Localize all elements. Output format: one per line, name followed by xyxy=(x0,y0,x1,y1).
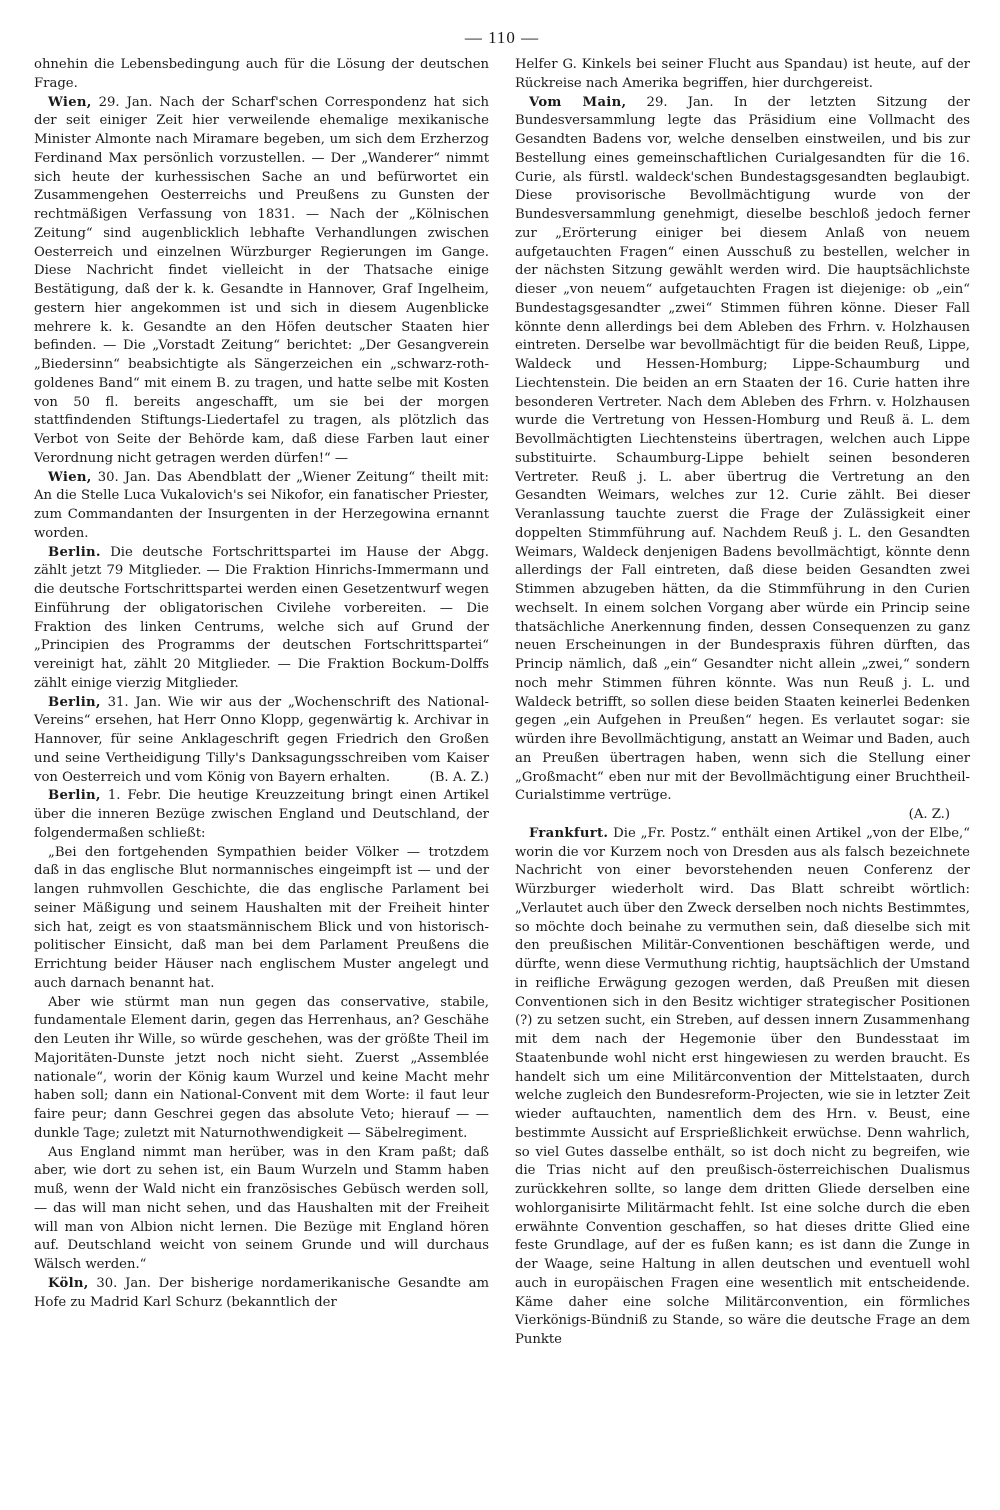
article-paragraph xyxy=(34,94,489,469)
right-column xyxy=(515,56,970,1350)
article-paragraph xyxy=(515,825,970,1350)
paragraph-text: 29. Jan. Nach der Scharf'schen Correspondenz hat sich der seit einiger Zeit hier verweilende ehemalige mexikanische Minister Almonte nach Miramare begeben, um sich dem Erzherzog Ferdinand Max persönlich vorzustellen. — Der „Wanderer“ nimmt sich heute der kurhessischen Sache an und befürwortet ein Zusammengehen Oesterreichs und Preußens zu Gunsten der rechtmäßigen Verfassung von 1831. — Nach der „Kölnischen Zeitung“ sind augenblicklich lebhafte Verhandlungen zwischen Oesterreich und einzelnen Würzburger Regierungen im Gange. Diese Nachricht findet vielleicht in der Thatsache einige Bestätigung, daß der k. k. Gesandte in Hannover, Graf Ingelheim, gestern hier angekommen ist und sich in diesem Augenblicke mehrere k. k. Gesandte an den Höfen deutscher Staaten hier befinden. — Die „Vorstadt Zeitung“ berichtet: „Der Gesangverein „Biedersinn“ beabsichtigte als Sängerzeichen ein „schwarz-roth-goldenes Band“ mit einem B. zu tragen, und hatte selbe mit Kosten von 50 fl. bereits angeschafft, um sie bei der morgen stattfindenden Stiftungs-Liedertafel zu tragen, als plötzlich das Verbot von Seite der Behörde kam, daß diese Farben laut einer Verordnung nicht getragen werden dürfen!“ — xyxy=(34,94,489,466)
article-paragraph xyxy=(34,56,489,94)
paragraph-text: 30. Jan. Der bisherige nordamerikanische Gesandte am Hofe zu Madrid Karl Schurz (bekanntlich der xyxy=(34,1275,489,1310)
paragraph-text: 30. Jan. Das Abendblatt der „Wiener Zeitung“ theilt mit: An die Stelle Luca Vukalovich's sei Nikofor, ein fanatischer Priester, zum Commandanten der Insurgenten in der Herzegowina ernannt worden. xyxy=(34,469,489,541)
paragraph-text: „Bei den fortgehenden Sympathien beider Völker — trotzdem daß in das englische Blut normannisches eingeimpft ist — und der langen ruhmvollen Geschichte, die das englische Parlament bei seiner Mäßigung und seinem Haushalten mit der Freiheit hinter sich hat, zeigt es von staatsmännischem Blick und von historisch-politischer Einsicht, daß man bei dem Parlament Preußens die Errichtung beider Häuser nach englischem Muster angelegt und auch darnach benannt hat. xyxy=(34,844,489,991)
article-paragraph xyxy=(515,806,970,825)
article-paragraph xyxy=(515,56,970,94)
article-paragraph xyxy=(34,787,489,843)
paragraph-text: 29. Jan. In der letzten Sitzung der Bundesversammlung legte das Präsidium eine Vollmacht des Gesandten Badens vor, welche denselben einstweilen, und bis zur Bestellung eines gemeinschaftlichen Curialgesandten für die 16. Curie, als fürstl. waldeck'schen Bundestagsgesandten beglaubigt. Diese provisorische Bevollmächtigung wurde von der Bundesversammlung genehmigt, dieselbe beschloß jedoch ferner zur „Erörterung einiger bei diesem Anlaß von neuem aufgetauchten Fragen“ einen Ausschuß zu bestellen, welcher in der nächsten Sitzung gewählt werden wird. Die hauptsächlichste dieser „von neuem“ aufgetauchten Fragen ist diejenige: ob „ein“ Bundestagsgesandter „zwei“ Stimmen führen könne. Dieser Fall könnte denn allerdings bei dem Ableben des Frhrn. v. Holzhausen eintreten. Derselbe war bevollmächtigt für die beiden Reuß, Lippe, Waldeck und Hessen-Homburg; Lippe-Schaumburg und Liechtenstein. Die beiden an ern Staaten der 16. Curie hatten ihre besonderen Vertreter. Nach dem Ableben des Frhrn. v. Holzhausen wurde die Vertretung von Hessen-Homburg und Reuß ä. L. dem Bevollmächtigten Liechtensteins übertragen, welchen auch Lippe substituirte. Schaumburg-Lippe behielt seinen besonderen Vertreter. Reuß j. L. aber übertrug die Vertretung an den Gesandten Weimars, welches zur 12. Curie zählt. Bei dieser Veranlassung tauchte zuerst die Frage der Zulässigkeit einer doppelten Stimmführung auf. Nachdem Reuß j. L. den Gesandten Weimars, Waldeck denjenigen Badens bevollmächtigt, könnte denn allerdings der Fall eintreten, daß diese beiden Gesandten zwei Stimmen abzugeben hätten, da die Stimmführung in den Curien wechselt. In einem solchen Vorgang aber würde ein Princip seine thatsächliche Anerkennung finden, dessen Consequenzen zu ganz neuen Erscheinungen in der Bundespraxis führen dürften, das Princip nämlich, daß „ein“ Gesandter nicht allein „zwei,“ sondern noch mehr Stimmen führen könnte. Was nun Reuß j. L. und Waldeck betrifft, so sollen diese beiden Staaten keinerlei Bedenken gegen „ein Aufgehen in Preußen“ hegen. Es verlautet sogar: sie würden ihre Bevollmächtigung, anstatt an Weimar und Baden, auch an Preußen übertragen haben, wenn sich die Stellung einer „Großmacht“ eben nur mit der Bevollmächtigung einer Bruchtheil-Curialstimme vertrüge. xyxy=(515,94,970,804)
dateline-location: Berlin. xyxy=(48,544,101,560)
article-paragraph xyxy=(34,544,489,694)
article-columns xyxy=(34,56,970,1350)
paragraph-text: 1. Febr. Die heutige Kreuzzeitung bringt einen Artikel über die inneren Bezüge zwischen England und Deutschland, der folgendermaßen schließt: xyxy=(34,788,489,841)
left-column xyxy=(34,56,489,1350)
paragraph-text: Die „Fr. Postz.“ enthält einen Artikel „von der Elbe,“ worin die vor Kurzem noch von Dresden aus als falsch bezeichnete Nachricht von einer bevorstehenden neuen Conferenz der Würzburger wiederholt wird. Das Blatt schreibt wörtlich: „Verlautet auch über den Zweck derselben noch nichts Bestimmtes, so möchte doch beinahe zu vermuthen sein, daß dieselbe sich mit den preußischen Militär-Conventionen beschäftigen werde, und dürfte, wenn diese Vermuthung richtig, hauptsächlich der Umstand in reifliche Erwägung gezogen werden, daß Preußen mit diesen Conventionen sich in den Besitz wichtiger strategischer Positionen (?) zu setzen sucht, ein Streben, auf dessen innern Zusammenhang mit dem nach der Hegemonie über den Bundesstaat im Staatenbunde wohl nicht erst hingewiesen zu werden braucht. Es handelt sich um eine Militärconvention der Mittelstaaten, durch welche zugleich den Bundesreform-Projecten, wie sie in letzter Zeit wieder auftauchten, namentlich dem des Hrn. v. Beust, eine bestimmte Aussicht auf Ersprießlichkeit erwüchse. Denn wahrlich, so viel Gutes dasselbe enthält, so ist doch nicht zu begreifen, wie die Trias nicht auf den preußisch-österreichischen Dualismus zurückkehren sollte, so lange dem dritten Gliede derselben eine wohlorganisirte Militärmacht fehlt. Ist eine solche durch die eben erwähnte Convention geschaffen, so hat dieses dritte Glied eine feste Grundlage, auf der es fußen kann; es ist dann die Zunge in der Waage, seine Haltung in allen deutschen und eventuell wohl auch in europäischen Fragen eine wesentlich mit entscheidende. Käme daher eine solche Militärconvention, ein förmliches Vierkönigs-Bündniß zu Stande, so wäre die deutsche Frage an dem Punkte xyxy=(515,825,970,1347)
article-paragraph xyxy=(34,994,489,1144)
article-paragraph xyxy=(34,469,489,544)
source-signature: (B. A. Z.) xyxy=(429,769,489,785)
dateline-location: Wien, xyxy=(48,94,92,110)
paragraph-text: 31. Jan. Wie wir aus der „Wochenschrift des National-Vereins“ ersehen, hat Herr Onno Klopp, gegenwärtig k. Archivar in Hannover, für seine Anklageschrift gegen Friedrich den Großen und seine Vertheidigung Tilly's Danksagungsschreiben vom Kaiser von Oesterreich und vom König von Bayern erhalten. xyxy=(34,694,489,785)
article-paragraph xyxy=(34,1144,489,1275)
paragraph-text: Die deutsche Fortschrittspartei im Hause der Abgg. zählt jetzt 79 Mitglieder. — Die Fraktion Hinrichs-Immermann und die deutsche Fortschrittspartei werden einen Gesetzentwurf wegen Einführung der obligatorischen Civilehe vorbereiten. — Die Fraktion des linken Centrums, welche sich auf Grund der „Principien des Programms der deutschen Fortschrittspartei“ vereinigt hat, zählt 20 Mitglieder. — Die Fraktion Bockum-Dolffs zählt einige vierzig Mitglieder. xyxy=(34,544,489,691)
article-paragraph xyxy=(515,94,970,807)
dateline-location: Wien, xyxy=(48,469,92,485)
paragraph-text: ohnehin die Lebensbedingung auch für die Lösung der deutschen Frage. xyxy=(34,57,489,91)
dateline-location: Vom Main, xyxy=(529,94,627,110)
paragraph-text: Aus England nimmt man herüber, was in den Kram paßt; daß aber, wie dort zu sehen ist, ein Baum Wurzeln und Stamm haben muß, wenn der Wald nicht ein französisches Gebüsch werden soll, — das will man nicht sehen, und das Haushalten mit der Freiheit will man von Albion nicht lernen. Die Bezüge mit England hören auf. Deutschland weicht von seinem Grunde und will durchaus Wälsch werden.“ xyxy=(34,1144,489,1272)
source-signature: (A. Z.) xyxy=(908,807,950,822)
dateline-location: Berlin, xyxy=(48,694,101,710)
dateline-location: Berlin, xyxy=(48,788,101,804)
dateline-location: Köln, xyxy=(48,1275,89,1291)
paragraph-text: Aber wie stürmt man nun gegen das conservative, stabile, fundamentale Element darin, gegen das Herrenhaus, an? Geschähe den Leuten ihr Wille, so würde geschehen, was der größte Theil im Majoritäten-Dunste jetzt noch nicht sieht. Zuerst „Assemblée nationale“, worin der König kaum Wurzel und keine Macht mehr haben soll; dann ein National-Convent mit dem Worte: il faut leur faire peur; dann Geschrei gegen das absolute Veto; hierauf — — dunkle Tage; zuletzt mit Naturnothwendigkeit — Säbelregiment. xyxy=(34,994,489,1141)
article-paragraph xyxy=(34,694,489,788)
page-number: — 110 — xyxy=(464,28,540,47)
paragraph-text: Helfer G. Kinkels bei seiner Flucht aus Spandau) ist heute, auf der Rückreise nach Amerika begriffen, hier durchgereist. xyxy=(515,57,970,91)
article-paragraph xyxy=(34,844,489,994)
dateline-location: Frankfurt. xyxy=(529,825,609,841)
article-paragraph xyxy=(34,1275,489,1313)
